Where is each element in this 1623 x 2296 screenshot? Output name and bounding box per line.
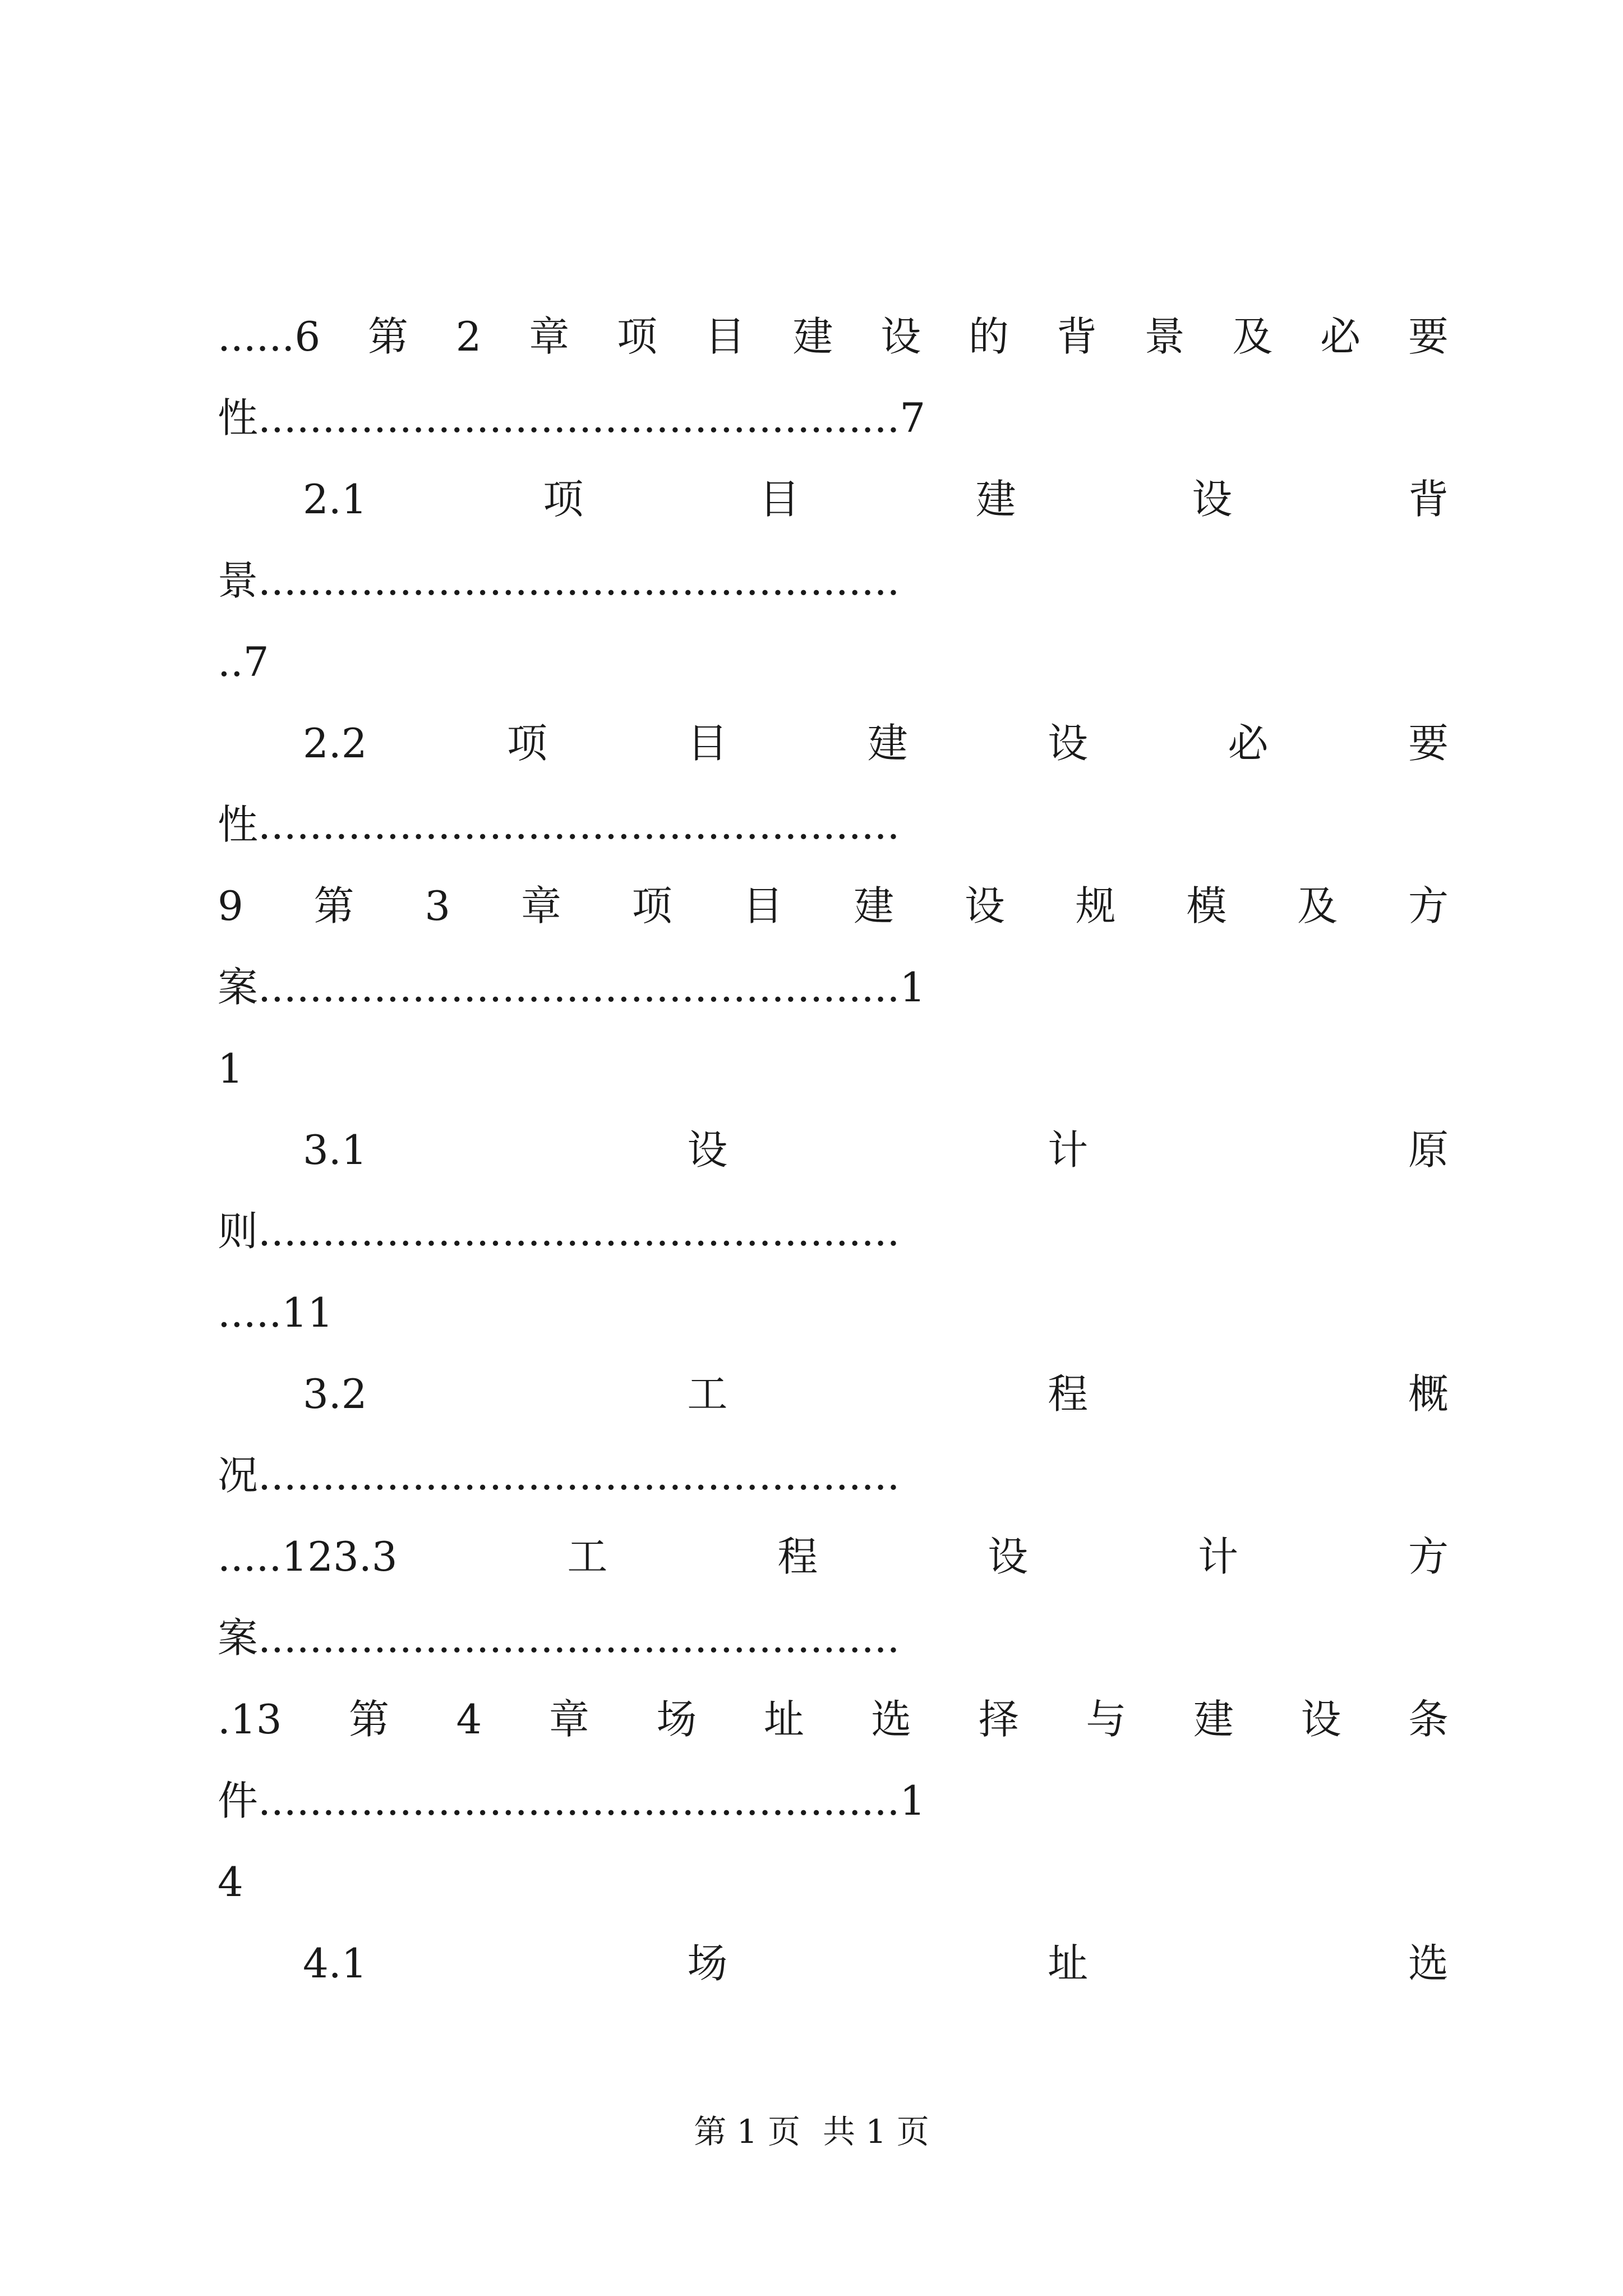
- toc-token: 目: [687, 720, 728, 767]
- toc-token: 目: [759, 476, 800, 523]
- toc-token: 2.2: [303, 720, 367, 767]
- toc-line: [218, 634, 1449, 690]
- toc-token: 场: [687, 1940, 728, 1987]
- toc-token: 址: [1048, 1940, 1089, 1987]
- toc-token: 程: [1048, 1370, 1089, 1418]
- toc-token: 目: [704, 313, 745, 360]
- toc-line: [218, 553, 1449, 609]
- toc-token: 章: [520, 882, 561, 930]
- toc-line: [218, 1529, 1449, 1585]
- toc-token: 项: [543, 476, 584, 523]
- toc-token: 则..................................................: [218, 1208, 900, 1255]
- toc-token: 设: [1301, 1696, 1341, 1743]
- toc-token: 性..................................................: [218, 801, 900, 848]
- toc-token: 设: [1192, 476, 1233, 523]
- toc-token: 第: [367, 313, 408, 360]
- toc-token: 3: [425, 882, 451, 930]
- toc-token: 模: [1186, 882, 1227, 930]
- toc-token: 建: [867, 720, 908, 767]
- toc-token: 与: [1086, 1696, 1127, 1743]
- toc-token: 建: [1193, 1696, 1234, 1743]
- toc-token: 景: [1144, 313, 1185, 360]
- toc-line: [218, 1285, 1449, 1341]
- toc-token: 设: [687, 1126, 728, 1174]
- toc-token: 计: [1048, 1126, 1089, 1174]
- toc-line: [303, 1366, 1449, 1422]
- toc-line: [303, 1122, 1449, 1178]
- toc-token: 3.1: [303, 1126, 367, 1174]
- toc-token: 案..................................................1: [218, 964, 926, 1011]
- toc-token: .13: [218, 1696, 282, 1743]
- toc-token: ..7: [218, 638, 269, 685]
- toc-token: 必: [1228, 720, 1269, 767]
- toc-token: 必: [1320, 313, 1361, 360]
- page-footer: [0, 2109, 1623, 2154]
- toc-token: 性..................................................7: [218, 394, 926, 441]
- toc-token: 方: [1408, 882, 1449, 930]
- toc-line: [303, 471, 1449, 527]
- toc-line: [218, 1773, 1449, 1829]
- toc-line: [218, 797, 1449, 853]
- toc-line: [218, 959, 1449, 1015]
- toc-token: 场: [656, 1696, 697, 1743]
- toc-line: [218, 1041, 1449, 1097]
- toc-token: 项: [631, 882, 672, 930]
- toc-token: 2: [455, 313, 482, 360]
- toc-line: [218, 1447, 1449, 1503]
- toc-token: 2.1: [303, 476, 367, 523]
- toc-token: 建: [975, 476, 1016, 523]
- toc-token: 建: [792, 313, 833, 360]
- toc-token: 及: [1232, 313, 1273, 360]
- toc-token: 3.2: [303, 1370, 367, 1418]
- toc-token: 设: [880, 313, 921, 360]
- toc-token: 择: [978, 1696, 1019, 1743]
- toc-token: 概: [1408, 1370, 1449, 1418]
- toc-token: 方: [1408, 1533, 1449, 1580]
- toc-token: 件..................................................1: [218, 1777, 926, 1824]
- toc-line: [218, 1854, 1449, 1910]
- toc-token: 案..................................................: [218, 1614, 900, 1662]
- toc-line: [218, 1610, 1449, 1666]
- toc-token: 条: [1408, 1696, 1449, 1743]
- toc-token: 规: [1075, 882, 1116, 930]
- toc-token: 计: [1198, 1533, 1239, 1580]
- toc-token: 建: [854, 882, 895, 930]
- toc-token: 章: [548, 1696, 589, 1743]
- toc-token: 选: [871, 1696, 912, 1743]
- toc-token: 9: [218, 882, 243, 930]
- toc-token: 背: [1056, 313, 1097, 360]
- toc-token: 4: [456, 1696, 482, 1743]
- toc-token: 的: [969, 313, 1009, 360]
- toc-token: .....123.3: [218, 1533, 398, 1580]
- total-pages-label: 共 1 页: [823, 2113, 929, 2151]
- toc-token: 要: [1408, 720, 1449, 767]
- toc-token: 原: [1408, 1126, 1449, 1174]
- toc-line: [303, 715, 1449, 771]
- toc-token: 第: [349, 1696, 390, 1743]
- toc-line: [218, 390, 1449, 446]
- toc-token: .....11: [218, 1289, 334, 1336]
- toc-token: ......6: [218, 313, 321, 360]
- toc-token: 背: [1408, 476, 1449, 523]
- toc-token: 况..................................................: [218, 1452, 900, 1499]
- toc-token: 章: [529, 313, 570, 360]
- toc-token: 1: [218, 1045, 243, 1092]
- toc-token: 项: [506, 720, 547, 767]
- toc-token: 程: [777, 1533, 818, 1580]
- toc-line: [218, 878, 1449, 934]
- toc-token: 址: [763, 1696, 804, 1743]
- toc-token: 选: [1408, 1940, 1449, 1987]
- toc-token: 设: [964, 882, 1005, 930]
- toc-token: 第: [313, 882, 354, 930]
- toc-token: 及: [1297, 882, 1338, 930]
- toc-line: [303, 1935, 1449, 1991]
- toc-line: [218, 1203, 1449, 1259]
- toc-line: [218, 309, 1449, 365]
- toc-token: 要: [1408, 313, 1449, 360]
- toc-token: 4: [218, 1858, 243, 1906]
- toc-token: 工: [567, 1533, 608, 1580]
- toc-token: 工: [687, 1370, 728, 1418]
- toc-token: 景..................................................: [218, 557, 900, 604]
- toc-token: 目: [743, 882, 783, 930]
- toc-token: 设: [988, 1533, 1029, 1580]
- toc-token: 设: [1048, 720, 1089, 767]
- toc-line: [218, 1691, 1449, 1747]
- page-number-label: 第 1 页: [694, 2113, 800, 2151]
- toc-token: 项: [616, 313, 657, 360]
- toc-token: 4.1: [303, 1940, 367, 1987]
